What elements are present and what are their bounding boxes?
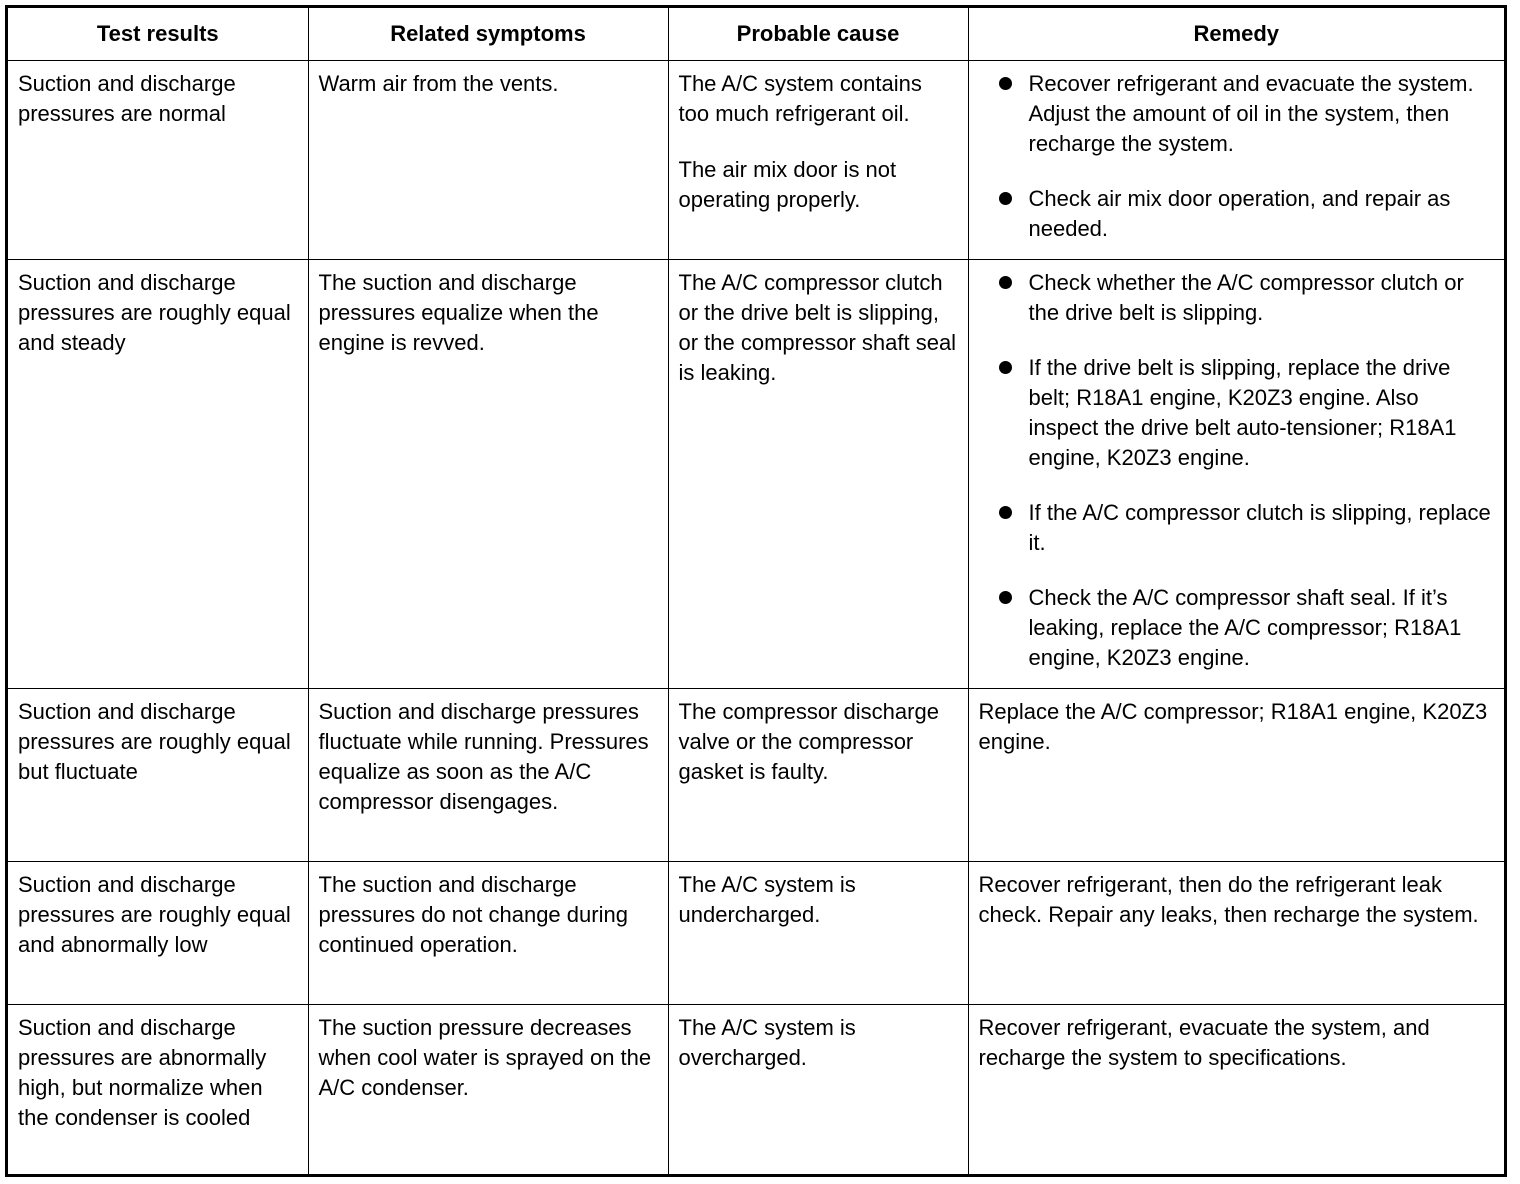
cause-cell bbox=[668, 259, 968, 688]
table-row bbox=[8, 688, 1504, 861]
bullet-icon bbox=[999, 77, 1012, 90]
cause-cell bbox=[668, 60, 968, 259]
remedy-item bbox=[979, 353, 1495, 473]
remedy-item-text: Check the A/C compressor shaft seal. If it’s leaking, replace the A/C compressor; R18A1 engine, K20Z3 engine. bbox=[1028, 584, 1462, 670]
test-result-text: Suction and discharge pressures are normal bbox=[18, 70, 236, 126]
remedy-item-text: Check whether the A/C compressor clutch or the drive belt is slipping. bbox=[1028, 269, 1464, 325]
troubleshooting-table-frame bbox=[5, 5, 1507, 1177]
test-result-text: Suction and discharge pressures are roughly equal and abnormally low bbox=[18, 871, 291, 957]
header-related-symptoms: Related symptoms bbox=[308, 8, 668, 60]
remedy-item-text: If the drive belt is slipping, replace the drive belt; R18A1 engine, K20Z3 engine. Also inspect the drive belt auto-tensioner; R18A1 engine, K20Z3 engine. bbox=[1028, 354, 1457, 470]
test-result-cell bbox=[8, 259, 308, 688]
cause-text: The A/C system is undercharged. bbox=[678, 871, 856, 927]
bullet-icon bbox=[999, 591, 1012, 604]
remedy-item-text: Recover refrigerant and evacuate the system. Adjust the amount of oil in the system, then recharge the system. bbox=[1028, 70, 1474, 156]
remedy-cell bbox=[968, 60, 1504, 259]
cause-cell bbox=[668, 1004, 968, 1177]
cause-text: The A/C compressor clutch or the drive belt is slipping, or the compressor shaft seal is leaking. bbox=[678, 269, 957, 385]
table-row bbox=[8, 1004, 1504, 1177]
header-test-results: Test results bbox=[8, 8, 308, 60]
remedy-cell bbox=[968, 1004, 1504, 1177]
table-header-row bbox=[8, 8, 1504, 60]
symptoms-text: The suction pressure decreases when cool water is sprayed on the A/C condenser. bbox=[318, 1014, 652, 1100]
remedy-item bbox=[979, 268, 1495, 328]
cause-cell bbox=[668, 688, 968, 861]
remedy-list bbox=[979, 69, 1495, 244]
remedy-item-text: If the A/C compressor clutch is slipping, replace it. bbox=[1028, 499, 1491, 555]
symptoms-cell bbox=[308, 688, 668, 861]
cause-text: The air mix door is not operating properly. bbox=[678, 156, 897, 212]
test-result-cell bbox=[8, 1004, 308, 1177]
remedy-item bbox=[979, 498, 1495, 558]
table-row bbox=[8, 259, 1504, 688]
remedy-cell bbox=[968, 259, 1504, 688]
header-probable-cause: Probable cause bbox=[668, 8, 968, 60]
remedy-text: Replace the A/C compressor; R18A1 engine, K20Z3 engine. bbox=[978, 698, 1488, 754]
bullet-icon bbox=[999, 276, 1012, 289]
remedy-item bbox=[979, 69, 1495, 159]
bullet-icon bbox=[999, 192, 1012, 205]
bullet-icon bbox=[999, 361, 1012, 374]
test-result-text: Suction and discharge pressures are roughly equal and steady bbox=[18, 269, 291, 355]
test-result-cell bbox=[8, 861, 308, 1004]
table-row bbox=[8, 861, 1504, 1004]
remedy-text: Recover refrigerant, evacuate the system, and recharge the system to specifications. bbox=[978, 1014, 1430, 1070]
test-result-text: Suction and discharge pressures are abnormally high, but normalize when the condenser is cooled bbox=[18, 1014, 267, 1130]
remedy-text: Recover refrigerant, then do the refrigerant leak check. Repair any leaks, then recharge the system. bbox=[978, 871, 1479, 927]
symptoms-cell bbox=[308, 861, 668, 1004]
table-row bbox=[8, 60, 1504, 259]
cause-cell bbox=[668, 861, 968, 1004]
test-result-text: Suction and discharge pressures are roughly equal but fluctuate bbox=[18, 698, 291, 784]
symptoms-text: The suction and discharge pressures equalize when the engine is revved. bbox=[318, 269, 599, 355]
test-result-cell bbox=[8, 688, 308, 861]
troubleshooting-table bbox=[8, 8, 1504, 1177]
test-result-cell bbox=[8, 60, 308, 259]
symptoms-cell bbox=[308, 60, 668, 259]
remedy-cell bbox=[968, 861, 1504, 1004]
symptoms-text: The suction and discharge pressures do not change during continued operation. bbox=[318, 871, 628, 957]
symptoms-cell bbox=[308, 259, 668, 688]
symptoms-text: Warm air from the vents. bbox=[318, 70, 559, 96]
bullet-icon bbox=[999, 506, 1012, 519]
remedy-item-text: Check air mix door operation, and repair as needed. bbox=[1028, 185, 1451, 241]
remedy-item bbox=[979, 583, 1495, 673]
cause-text: The A/C system is overcharged. bbox=[678, 1014, 856, 1070]
header-remedy: Remedy bbox=[968, 8, 1504, 60]
cause-text: The A/C system contains too much refrigerant oil. bbox=[678, 70, 922, 126]
remedy-item bbox=[979, 184, 1495, 244]
symptoms-cell bbox=[308, 1004, 668, 1177]
symptoms-text: Suction and discharge pressures fluctuate while running. Pressures equalize as soon as the A/C compressor disengages. bbox=[318, 698, 649, 814]
remedy-cell bbox=[968, 688, 1504, 861]
cause-text: The compressor discharge valve or the compressor gasket is faulty. bbox=[678, 698, 939, 784]
remedy-list bbox=[979, 268, 1495, 673]
